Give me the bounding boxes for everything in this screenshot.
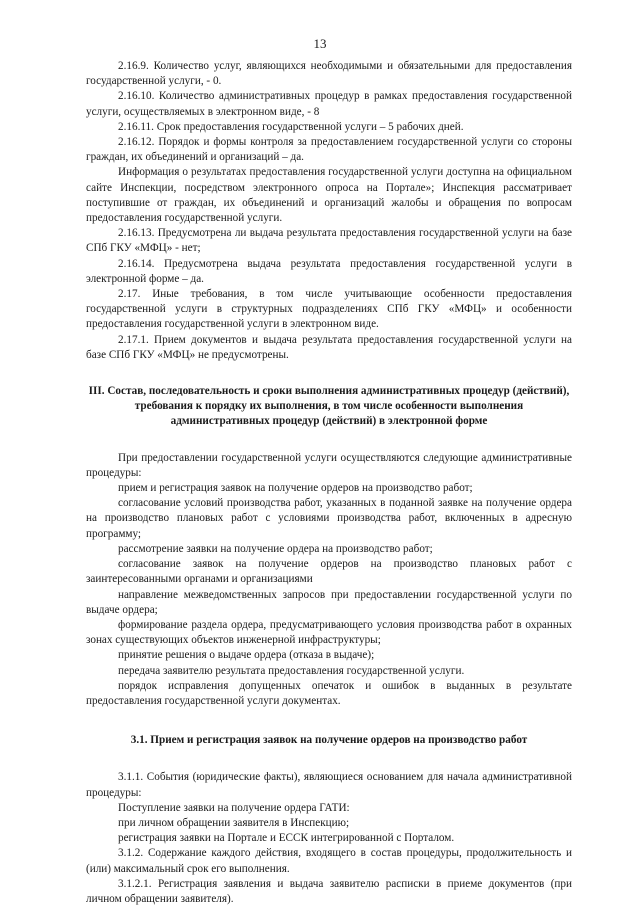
page-number: 13 [313,36,327,51]
paragraph-2-16-10: 2.16.10. Количество административных процедур в рамках предоставления государственной услуги, осуществляемых в электронном виде, - 8 [86,90,572,118]
paragraph-information: Информация о результатах предоставления государственной услуги доступна на официальном сайте Инспекции, посредством электронного опроса на Портале»; Инспекция рассматривает поступившие от граждан, их объединений и организаций жалобы и обращения по вопросам предоставления государственной услуги. [86,166,572,225]
paragraph-2-16-9: 2.16.9. Количество услуг, являющихся необходимыми и обязательными для предоставления государственной услуги, - 0. [86,60,572,88]
list-item: согласование заявок на получение ордеров на производство плановых работ с заинтересованными органами и организациями [86,558,572,586]
paragraph-2-16-12: 2.16.12. Порядок и формы контроля за предоставлением государственной услуги со стороны граждан, их объединений и организаций – да. [86,136,572,164]
paragraph-2-17-1: 2.17.1. Прием документов и выдача результата предоставления государственной услуги на базе СПб ГКУ «МФЦ» не предусмотрены. [86,333,572,361]
list-item: принятие решения о выдаче ордера (отказа в выдаче); [118,649,375,662]
list-item: передача заявителю результата предоставления государственной услуги. [118,664,465,677]
paragraph-3-1-1: 3.1.1. События (юридические факты), являющиеся основанием для начала административной процедуры: [86,771,572,799]
paragraph-application-receipt: Поступление заявки на получение ордера ГАТИ: [118,801,350,814]
document-body [86,59,572,907]
list-item: регистрация заявки на Портале и ЕССК интегрированной с Порталом. [118,832,455,845]
list-item: формирование раздела ордера, предусматривающего условия производства работ в охранных зонах существующих объектов инженерной инфраструктуры; [86,618,572,647]
section-heading: III. Состав, последовательность и сроки выполнения административных процедур (действий), требования к порядку их выполнения, в том числе особенности выполнения административных процедур (действий) в электронной форме [88,385,570,428]
list-item: рассмотрение заявки на получение ордера на производство работ; [118,542,433,555]
paragraph-3-1-2-1: 3.1.2.1. Регистрация заявления и выдача заявителю расписки в приеме документов (при личном обращении заявителя). [86,877,572,905]
paragraph-3-1-2: 3.1.2. Содержание каждого действия, входящего в состав процедуры, продолжительность и (или) максимальный срок его выполнения. [86,847,572,875]
list-item: при личном обращении заявителя в Инспекцию; [118,816,350,829]
paragraph-2-16-11: 2.16.11. Срок предоставления государственной услуги – 5 рабочих дней. [118,120,464,133]
paragraph-2-17: 2.17. Иные требования, в том числе учитывающие особенности предоставления государственной услуги в структурных подразделениях СПб ГКУ «МФЦ» и особенности предоставления государственной услуги в электронном виде. [86,288,572,331]
list-item: прием и регистрация заявок на получение ордеров на производство работ; [118,482,473,495]
paragraph-2-16-13: 2.16.13. Предусмотрена ли выдача результата предоставления государственной услуги на базе СПб ГКУ «МФЦ» - нет; [86,227,572,255]
list-item: порядок исправления допущенных опечаток и ошибок в выданных в результате предоставления государственной услуги документах. [86,679,572,707]
paragraph-2-16-14: 2.16.14. Предусмотрена выдача результата предоставления государственной услуги в электронной форме – да. [86,257,572,285]
list-item: согласование условий производства работ, указанных в поданной заявке на получение ордера на производство плановых работ с условиями производства работ, включенных в адресную программу; [86,497,572,540]
paragraph-procedures-intro: При предоставлении государственной услуги осуществляются следующие административные процедуры: [86,451,572,479]
subsection-heading: 3.1. Прием и регистрация заявок на получение ордеров на производство работ [130,734,528,747]
list-item: направление межведомственных запросов при предоставлении государственной услуги по выдаче ордера; [86,588,572,616]
